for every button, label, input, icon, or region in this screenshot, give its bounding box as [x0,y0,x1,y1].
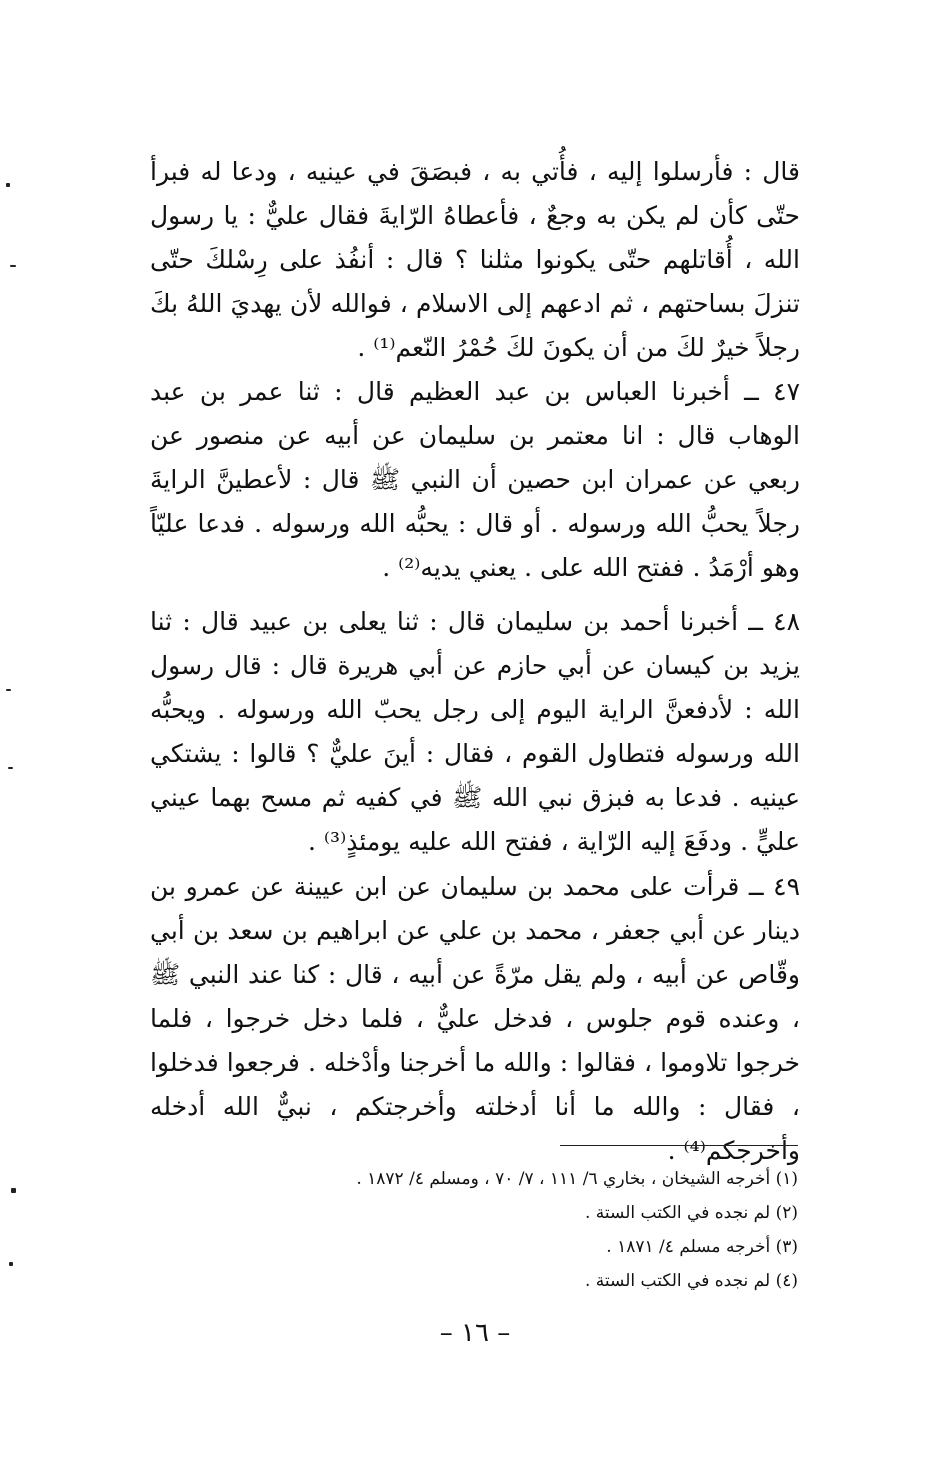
hadith-48: ٤٨ ــ أخبرنا أحمد بن سليمان قال : ثنا يعلى بن عبيد قال : ثنا يزيد بن كيسان عن أبي حازم عن أبي هريرة قال : قال رسول الله : لأدفعنَّ الراية اليوم إلى رجل يحبّ الله ورسوله . ويحبُّه الله ورسوله فتطاول القوم ، فقال : أينَ عليٌّ ؟ قالوا : يشتكي عينيه . فدعا به فبزق نبي الله ﷺ في كفيه ثم مسح بهما عيني عليٍّ . ودفَعَ إليه الرّاية ، ففتح الله عليه يومئذٍ⁽³⁾ . [150,607,800,856]
scan-speck [10,265,16,267]
footnote-divider [560,1145,798,1146]
footnotes-list [238,1162,798,1298]
scan-speck [6,689,11,691]
page-number: – ١٦ – [439,1318,511,1348]
hadith-49: ٤٩ ــ قرأت على محمد بن سليمان عن ابن عيينة عن عمرو بن دينار عن أبي جعفر ، محمد بن علي عن ابراهيم بن سعد بن أبي وقّاص عن أبيه ، ولم يقل مرّةً عن أبيه ، قال : كنا عند النبي ﷺ ، وعنده قوم جلوس ، فدخل عليٌّ ، فلما دخل خرجوا ، فلما خرجوا تلاوموا ، فقالوا : والله ما أخرجنا وأدْخله . فرجعوا فدخلوا ، فقال : والله ما أنا أدخلته وأخرجتكم ، نبيٌّ الله أدخله وأخرجكم⁽⁴⁾ . [150,872,800,1165]
footnote-1: (١) أخرجه الشيخان ، بخاري ٦/ ١١١ ، ٧/ ٧٠ ، ومسلم ٤/ ١٨٧٢ . [356,1169,798,1189]
paragraph-continuation: قال : فأرسلوا إليه ، فأُتي به ، فبصَقَ في عينيه ، ودعا له فبرأ حتّى كأن لم يكن به وجعٌ ، فأعطاهُ الرّايةَ فقال عليٌّ : يا رسول الله ، أُقاتلهم حتّى يكونوا مثلنا ؟ قال : أنفُذ على رِسْلكَ حتّى تنزلَ بساحتهم ، ثم ادعهم إلى الاسلام ، فوالله لأن يهديَ اللهُ بكَ رجلاً خيرٌ لكَ من أن يكونَ لكَ حُمْرُ النّعم⁽¹⁾ . [150,157,800,362]
footnote-4: (٤) لم نجده في الكتب الستة . [585,1271,798,1291]
scan-speck [11,1188,16,1193]
hadith-47: ٤٧ ــ أخبرنا العباس بن عبد العظيم قال : ثنا عمر بن عبد الوهاب قال : انا معتمر بن سليمان عن أبيه عن منصور عن ربعي عن عمران ابن حصين أن النبي ﷺ قال : لأعطينَّ الرايةَ رجلاً يحبُّ الله ورسوله . أو قال : يحبُّه الله ورسوله . فدعا عليّاً وهو أرْمَدُ . ففتح الله على . يعني يديه⁽²⁾ . [150,377,800,582]
footnote-3: (٣) أخرجه مسلم ٤/ ١٨٧١ . [606,1237,798,1257]
scan-speck [6,183,10,187]
scan-speck [9,1262,13,1266]
footnote-2: (٢) لم نجده في الكتب الستة . [585,1203,798,1223]
scan-speck [8,767,13,769]
